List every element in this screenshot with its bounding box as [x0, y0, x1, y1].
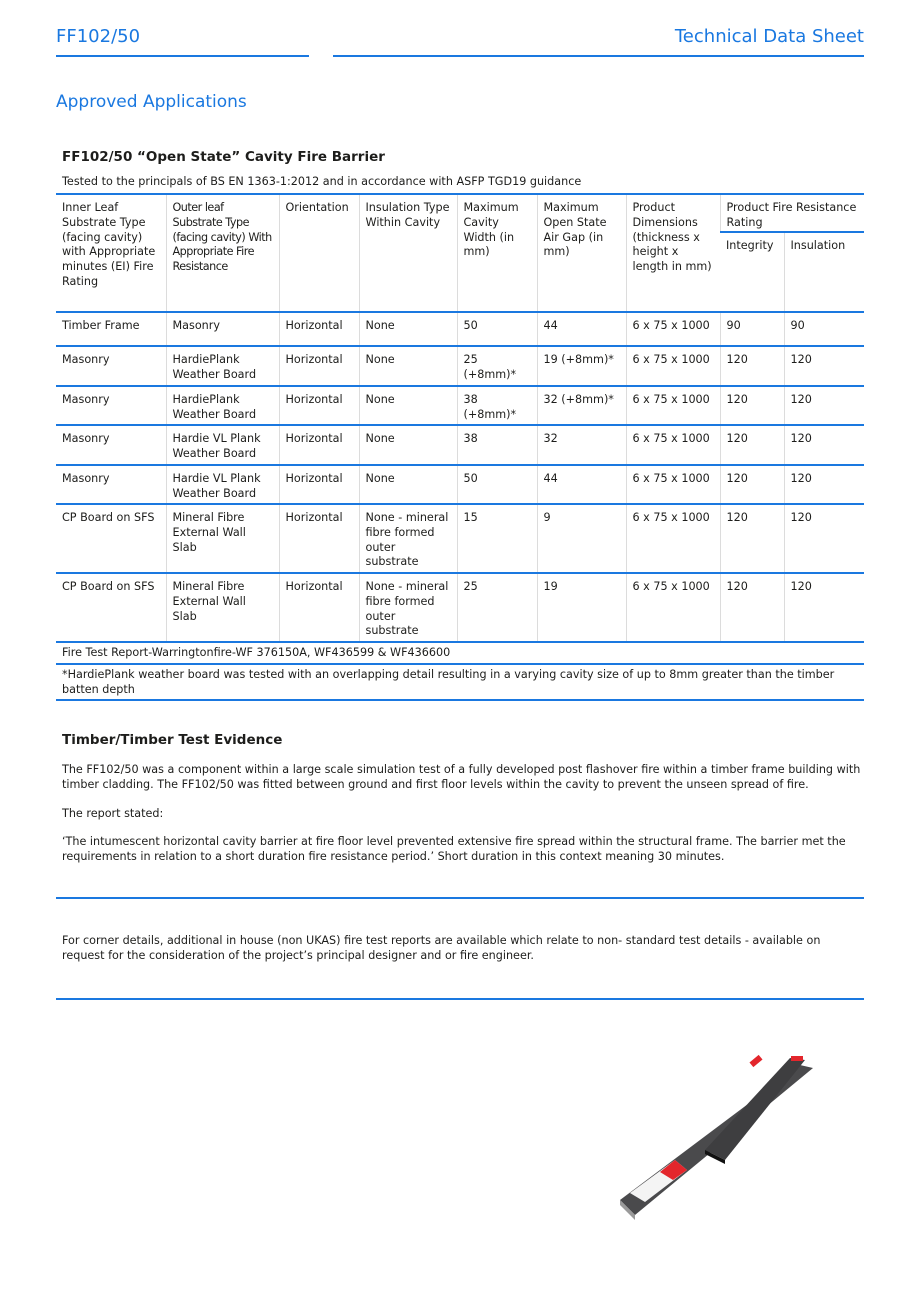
cell-insulation: 120 — [784, 573, 864, 642]
cell-cavity-width: 15 — [457, 504, 537, 573]
cell-integrity: 120 — [720, 425, 784, 465]
cell-dimensions: 6 x 75 x 1000 — [626, 312, 720, 346]
test-report: Fire Test Report-Warringtonfire-WF 376150A, WF436599 & WF436600 — [56, 642, 864, 664]
table-row — [56, 573, 864, 642]
table-row — [56, 425, 864, 465]
cell-insulation: 90 — [784, 312, 864, 346]
header-divider-left — [56, 55, 309, 57]
cell-inner-leaf: CP Board on SFS — [56, 573, 166, 642]
table-row — [56, 504, 864, 573]
header-orientation: Orientation — [279, 194, 359, 312]
header-outer-leaf: Outer leaf Substrate Type (facing cavity) With Appropriate Fire Resistance — [166, 194, 279, 312]
header-divider-right — [333, 55, 864, 57]
cell-inner-leaf: Masonry — [56, 386, 166, 425]
cell-insulation-type: None - mineral fibre formed outer substrate — [359, 504, 457, 573]
section-title: Approved Applications — [56, 92, 247, 112]
cell-inner-leaf: Masonry — [56, 465, 166, 504]
cell-outer-leaf: HardiePlank Weather Board — [166, 386, 279, 425]
cell-insulation-type: None — [359, 346, 457, 386]
cell-dimensions: 6 x 75 x 1000 — [626, 504, 720, 573]
footnote: *HardiePlank weather board was tested with an overlapping detail resulting in a varying cavity size of up to 8mm greater than the timber batten depth — [56, 664, 864, 701]
table-subtitle: Tested to the principals of BS EN 1363-1:2012 and in accordance with ASFP TGD19 guidance — [56, 172, 864, 194]
cell-inner-leaf: Masonry — [56, 425, 166, 465]
cell-air-gap: 44 — [537, 312, 626, 346]
cell-orientation: Horizontal — [279, 425, 359, 465]
cell-orientation: Horizontal — [279, 465, 359, 504]
cell-air-gap: 19 — [537, 573, 626, 642]
evidence-paragraph-1: The FF102/50 was a component within a large scale simulation test of a fully developed post flashover fire within a timber frame building with timber cladding. The FF102/50 was fitted between ground and first floor levels within the cavity to prevent the unseen spread of fire. — [62, 763, 861, 791]
cell-orientation: Horizontal — [279, 346, 359, 386]
cell-air-gap: 44 — [537, 465, 626, 504]
cell-outer-leaf: Mineral Fibre External Wall Slab — [166, 504, 279, 573]
cell-cavity-width: 25 (+8mm)* — [457, 346, 537, 386]
cell-insulation: 120 — [784, 346, 864, 386]
subheader-insulation: Insulation — [784, 232, 864, 312]
cell-insulation-type: None — [359, 312, 457, 346]
cell-dimensions: 6 x 75 x 1000 — [626, 386, 720, 425]
divider — [56, 998, 864, 1000]
cell-air-gap: 9 — [537, 504, 626, 573]
cell-outer-leaf: HardiePlank Weather Board — [166, 346, 279, 386]
cell-integrity: 120 — [720, 346, 784, 386]
cell-integrity: 90 — [720, 312, 784, 346]
table-row — [56, 312, 864, 346]
corner-note: For corner details, additional in house (non UKAS) fire test reports are available which relate to non- standard test details - available on request for the consideration of the project’s principal designer and or fire engineer. — [62, 934, 821, 962]
document-type: Technical Data Sheet — [674, 26, 864, 47]
product-image — [615, 1050, 825, 1230]
cell-outer-leaf: Mineral Fibre External Wall Slab — [166, 573, 279, 642]
divider — [56, 897, 864, 899]
cell-integrity: 120 — [720, 504, 784, 573]
product-code: FF102/50 — [56, 26, 141, 47]
cell-outer-leaf: Masonry — [166, 312, 279, 346]
cell-insulation: 120 — [784, 386, 864, 425]
table-row — [56, 465, 864, 504]
cell-air-gap: 32 (+8mm)* — [537, 386, 626, 425]
header-inner-leaf: Inner Leaf Substrate Type (facing cavity) with Appropriate minutes (EI) Fire Rating — [56, 194, 166, 312]
header-cavity-width: Maximum Cavity Width (in mm) — [457, 194, 537, 312]
cell-integrity: 120 — [720, 465, 784, 504]
cell-insulation-type: None - mineral fibre formed outer substrate — [359, 573, 457, 642]
cell-integrity: 120 — [720, 573, 784, 642]
evidence-paragraph-2: The report stated: — [62, 806, 164, 820]
cell-insulation-type: None — [359, 465, 457, 504]
header-fire-rating: Product Fire Resistance Rating — [720, 194, 864, 232]
cell-integrity: 120 — [720, 386, 784, 425]
cell-cavity-width: 50 — [457, 465, 537, 504]
cell-inner-leaf: CP Board on SFS — [56, 504, 166, 573]
cell-orientation: Horizontal — [279, 312, 359, 346]
cell-inner-leaf: Masonry — [56, 346, 166, 386]
cell-dimensions: 6 x 75 x 1000 — [626, 465, 720, 504]
cell-orientation: Horizontal — [279, 386, 359, 425]
cell-air-gap: 32 — [537, 425, 626, 465]
cell-insulation: 120 — [784, 425, 864, 465]
evidence-quote: ‘The intumescent horizontal cavity barrier at fire floor level prevented extensive fire spread within the structural frame. The barrier met the requirements in relation to a short duration fire resistance period.’ Short duration in this context meaning 30 minutes. — [62, 835, 846, 864]
table-title: FF102/50 “Open State” Cavity Fire Barrier — [62, 149, 385, 165]
cell-insulation-type: None — [359, 425, 457, 465]
table-row — [56, 386, 864, 425]
cell-cavity-width: 38 (+8mm)* — [457, 386, 537, 425]
table-row — [56, 346, 864, 386]
cell-outer-leaf: Hardie VL Plank Weather Board — [166, 465, 279, 504]
cell-dimensions: 6 x 75 x 1000 — [626, 346, 720, 386]
fire-barrier-table — [56, 172, 864, 701]
subheader-integrity: Integrity — [720, 232, 784, 312]
cell-inner-leaf: Timber Frame — [56, 312, 166, 346]
cell-cavity-width: 38 — [457, 425, 537, 465]
evidence-section — [62, 731, 862, 865]
cell-orientation: Horizontal — [279, 504, 359, 573]
cell-orientation: Horizontal — [279, 573, 359, 642]
cell-insulation: 120 — [784, 465, 864, 504]
header-air-gap: Maximum Open State Air Gap (in mm) — [537, 194, 626, 312]
cell-cavity-width: 25 — [457, 573, 537, 642]
header-dimensions: Product Dimensions (thickness x height x length in mm) — [626, 194, 720, 312]
evidence-title: Timber/Timber Test Evidence — [62, 732, 283, 748]
cell-insulation-type: None — [359, 386, 457, 425]
cell-outer-leaf: Hardie VL Plank Weather Board — [166, 425, 279, 465]
cell-insulation: 120 — [784, 504, 864, 573]
cell-cavity-width: 50 — [457, 312, 537, 346]
cell-dimensions: 6 x 75 x 1000 — [626, 573, 720, 642]
cell-air-gap: 19 (+8mm)* — [537, 346, 626, 386]
cell-dimensions: 6 x 75 x 1000 — [626, 425, 720, 465]
header-insulation-type: Insulation Type Within Cavity — [359, 194, 457, 312]
